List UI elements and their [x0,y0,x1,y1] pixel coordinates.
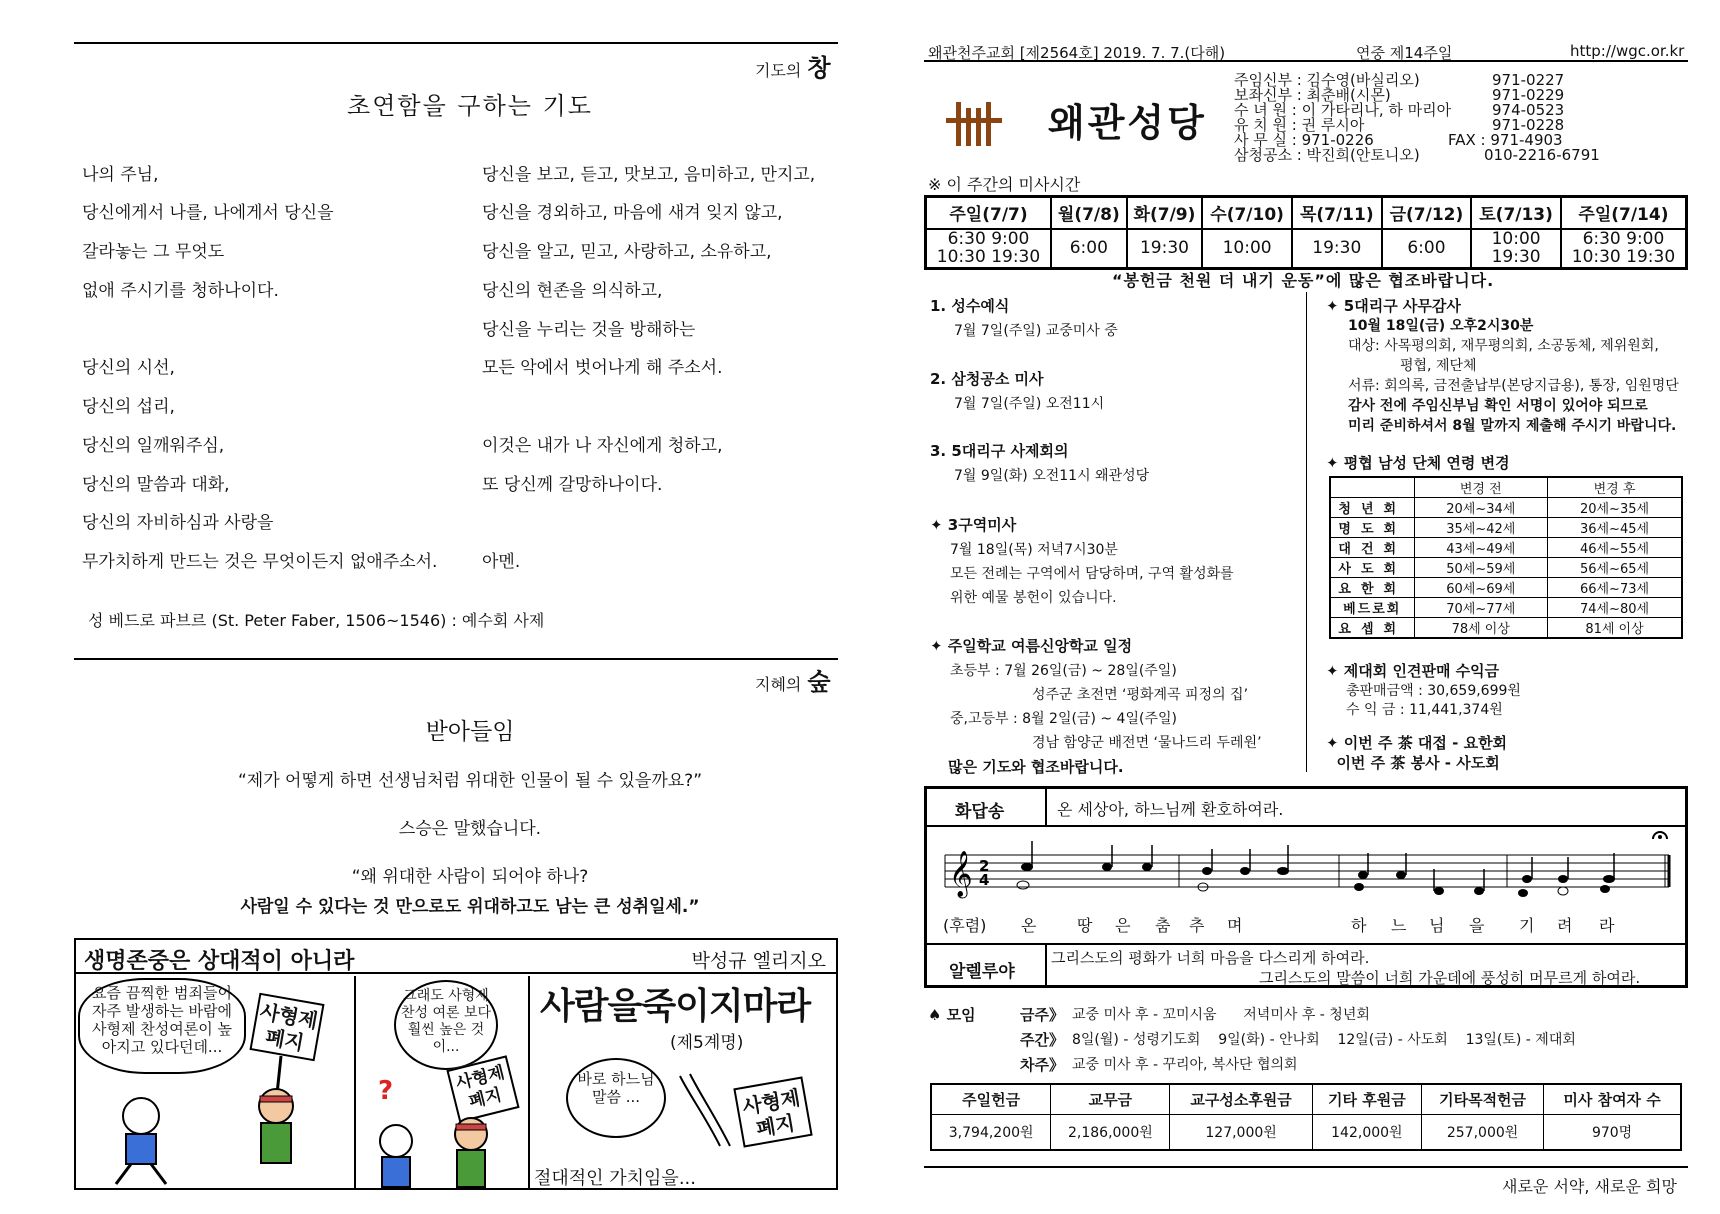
age-table-row [1330,578,1682,598]
mass-time-line: 10:30 19:30 [1571,247,1676,268]
psalm-syllable: 은 [1115,916,1131,935]
notice-text: 초등부 : 7월 26일(금) ~ 28일(주일) [950,663,1177,679]
mass-schedule-table [924,195,1688,270]
psalm-label: 화답송 [955,802,1005,822]
prayer-left-line: 없애 주시기를 청하나이다. [82,281,279,301]
offering-value: 127,000원 [1170,1114,1312,1150]
prayer-attribution: 성 베드로 파브르 (St. Peter Faber, 1506~1546) : 예수회 사제 [88,611,545,630]
prayer-right-line: 당신을 알고, 믿고, 사랑하고, 소유하고, [482,242,772,262]
offering-header-row [931,1084,1681,1114]
offering-header: 기타 후원금 [1312,1084,1421,1114]
alleluia-label-divider [1045,945,1047,987]
wisdom-section-tag-big: 숲 [807,668,831,696]
age-table-header [1330,477,1682,498]
meeting-key: 주간》 [1020,1031,1064,1049]
cartoon-figures-illustration [356,976,530,1188]
age-group: 베드로회 [1330,598,1414,618]
wisdom-line: 스승은 말했습니다. [398,819,542,839]
mass-day: 주일(7/7) [926,197,1052,229]
church-logo-icon [944,98,1004,148]
prayer-left-line: 당신의 말씀과 대화, [82,475,230,495]
mass-day: 화(7/9) [1127,197,1203,229]
mass-time-line: 6:30 9:00 [947,229,1030,250]
wisdom-title: 받아들임 [425,719,515,745]
mass-time-line: 10:00 [1491,229,1541,250]
notice-title: 2. 삼청공소 미사 [930,370,1044,388]
age-after: 20세~35세 [1548,498,1682,518]
wisdom-section-tag-text: 지혜의 [755,675,802,694]
prayer-right-line: 이것은 내가 나 자신에게 청하고, [482,436,723,456]
mass-time-line: 19:30 [1491,247,1541,268]
footer-slogan: 새로운 서약, 새로운 희망 [1502,1177,1677,1196]
mid-rule-left [74,658,838,660]
age-change-table [1329,476,1683,639]
age-after: 56세~65세 [1548,558,1682,578]
psalm-syllable: 을 [1469,916,1485,935]
staff-phone: 010-2216-6791 [1484,146,1600,164]
age-group: 대건회 [1330,538,1414,558]
header-parish: 왜관천주교회 [제2564호] 2019. 7. 7.(다해) [928,44,1226,62]
notice-column-divider [1306,292,1307,772]
prayer-right-line: 또 당신께 갈망하나이다. [482,475,663,495]
svg-text:2: 2 [979,857,990,875]
alleluia-text: 그리스도의 평화가 너희 마음을 다스리게 하여라. [1051,949,1370,967]
offering-header: 교구성소후원금 [1170,1084,1312,1114]
cartoon-strip [74,938,838,1190]
offering-value: 2,186,000원 [1051,1114,1170,1150]
age-after: 81세 이상 [1548,618,1682,639]
cartoon-speech-bubble: 바로 하느님 말씀 ... [566,1058,666,1138]
staff-phone: 974-0523 [1492,101,1565,119]
meeting-text: 8일(월) - 성령기도회 9일(화) - 안나회 12일(금) - 사도회 13일(토) - 제대회 [1072,1032,1576,1048]
age-group: 요셉회 [1330,618,1414,639]
mass-day: 수(7/10) [1202,197,1292,229]
mass-day: 주일(7/14) [1561,197,1687,229]
mass-time [1471,229,1561,269]
svg-text:4: 4 [979,871,990,889]
mass-caption: ※ 이 주간의 미사시간 [928,175,1081,194]
age-before: 20세~34세 [1414,498,1548,518]
psalm-syllable: 라 [1599,916,1615,935]
audit-note: 감사 전에 주임신부님 확인 서명이 있어야 되므로 [1348,398,1648,414]
prayer-left-line: 무가치하게 만드는 것은 무엇이든지 없애주소서. [82,552,438,572]
psalm-refrain-label: (후렴) [943,916,987,935]
offering-value: 970명 [1544,1114,1681,1150]
mass-time [1561,229,1687,269]
age-change-title: ✦ 평협 남성 단체 연령 변경 [1326,454,1510,472]
notice-text: 7월 7일(주일) 교중미사 중 [954,323,1118,339]
prayer-right-line: 당신을 보고, 듣고, 맛보고, 음미하고, 만지고, [482,165,816,185]
offering-header: 기타목적헌금 [1422,1084,1544,1114]
age-before: 70세~77세 [1414,598,1548,618]
staff-phone: 971-0227 [1492,71,1565,89]
cartoon-speech-bubble: 요즘 끔찍한 범죄들이 자주 발생하는 바람에 사형제 찬성여론이 높아지고 있다던데... [78,978,246,1074]
psalm-syllable: 땅 [1077,916,1093,935]
age-table-row [1330,518,1682,538]
cartoon-headline: 사람을죽이지마라 [540,986,811,1027]
wisdom-line: “왜 위대한 사람이 되어야 하나? [351,867,589,887]
age-before: 35세~42세 [1414,518,1548,538]
meeting-text: 교중 미사 후 - 꼬미시움 저녁미사 후 - 청년회 [1072,1007,1370,1023]
staff-line: 보좌신부 : 최춘배(시몬) [1234,86,1391,104]
psalm-syllable: 기 [1519,916,1535,935]
age-group: 청년회 [1330,498,1414,518]
age-before: 78세 이상 [1414,618,1548,639]
prayer-title: 초연함을 구하는 기도 [347,92,593,120]
staff-line: 사 무 실 : 971-0226 [1234,131,1374,149]
age-table-row [1330,558,1682,578]
age-header-cell [1330,477,1414,498]
offering-header: 교무금 [1051,1084,1170,1114]
offering-header: 미사 참여자 수 [1544,1084,1681,1114]
meeting-key: 차주》 [1020,1056,1064,1074]
cartoon-caption: 절대적인 가치임을... [534,1168,696,1188]
notice-text: 위한 예물 봉헌이 있습니다. [950,590,1117,606]
mass-days-row [926,197,1687,229]
cartoon-panel-1 [76,976,356,1188]
psalm-syllable: 춤 [1155,916,1171,935]
offering-value: 142,000원 [1312,1114,1421,1150]
psalm-syllable: 느 [1391,916,1407,935]
offering-table [930,1083,1682,1151]
mass-time: 6:00 [1382,229,1472,269]
age-before: 50세~59세 [1414,558,1548,578]
age-after: 46세~55세 [1548,538,1682,558]
age-before: 60세~69세 [1414,578,1548,598]
prayer-left-line: 당신의 자비하심과 사랑을 [82,513,274,533]
sales-profit: 수 익 금 : 11,441,374원 [1346,702,1503,718]
mass-day: 목(7/11) [1292,197,1382,229]
notice-text: 경남 함양군 배전면 ‘물나드리 두레원’ [1032,735,1262,751]
notice-text: 7월 9일(화) 오전11시 왜관성당 [954,468,1150,484]
mass-time: 19:30 [1292,229,1382,269]
audit-date: 10월 18일(금) 오후2시30분 [1348,318,1534,334]
age-group: 명도회 [1330,518,1414,538]
age-table-row [1330,618,1682,639]
prayer-right-line: 당신의 현존을 의식하고, [482,281,663,301]
psalm-syllable: 며 [1227,916,1243,935]
staff-line: 삼청공소 : 박진희(안토니오) [1234,146,1420,164]
cartoon-panel-2 [356,976,530,1188]
staff-line: 수 녀 원 : 이 가타리나, 하 마리아 [1234,101,1452,119]
duty-line: ✦ 이번 주 茶 대접 - 요한회 [1326,734,1508,752]
prayer-right-line: 아멘. [482,552,521,572]
mass-day: 월(7/8) [1051,197,1127,229]
offering-value: 3,794,200원 [931,1114,1051,1150]
age-group: 요한회 [1330,578,1414,598]
cartoon-subheadline: (제5계명) [670,1033,744,1053]
prayer-left-line: 나의 주님, [82,165,159,185]
mass-time: 10:00 [1202,229,1292,269]
age-table-row [1330,498,1682,518]
alleluia-label: 알렐루야 [949,962,1015,982]
protest-sign: 사형제 폐지 [733,1076,812,1147]
age-table-row [1330,598,1682,618]
meeting-key: 금주》 [1020,1006,1064,1024]
cartoon-author: 박성규 엘리지오 [691,950,826,972]
staff-phone: FAX : 971-4903 [1448,131,1563,149]
psalm-syllable: 려 [1557,916,1573,935]
psalm-box [924,786,1688,988]
staff-line: 주임신부 : 김수영(바실리오) [1234,71,1420,89]
offering-value: 257,000원 [1422,1114,1544,1150]
prayer-right-line: 당신을 경외하고, 마음에 새겨 잊지 않고, [482,203,783,223]
mass-time-line: 6:30 9:00 [1582,229,1665,250]
prayer-section-tag [755,48,831,83]
psalm-text: 온 세상아, 하느님께 환호하여라. [1057,800,1284,819]
mass-time: 6:00 [1051,229,1127,269]
prayer-section-tag-text: 기도의 [755,61,802,80]
psalm-syllable: 온 [1021,916,1037,935]
psalm-syllable: 님 [1429,916,1445,935]
age-after: 74세~80세 [1548,598,1682,618]
notice-title: ✦ 3구역미사 [930,516,1017,534]
psalm-syllable: 하 [1351,916,1367,935]
age-after: 36세~45세 [1548,518,1682,538]
staff-line: 유 치 원 : 권 루시아 [1234,116,1365,134]
wisdom-section-tag [755,662,831,697]
prayer-left-line: 당신의 섭리, [82,397,175,417]
svg-text:𝄞: 𝄞 [949,851,973,897]
meeting-text: 교중 미사 후 - 꾸리아, 복사단 협의회 [1072,1057,1298,1073]
mass-time-line: 10:30 19:30 [936,247,1041,268]
notice-title: 많은 기도와 협조바랍니다. [948,758,1124,776]
mass-day: 금(7/12) [1382,197,1472,229]
mass-day: 토(7/13) [1471,197,1561,229]
alleluia-text: 그리스도의 말씀이 너희 가운데에 풍성히 머무르게 하여라. [1259,969,1641,987]
question-mark: ? [378,1076,394,1106]
alleluia-rule [927,943,1685,945]
mass-time [926,229,1052,269]
audit-title: ✦ 5대리구 사무감사 [1326,297,1461,315]
top-rule-left [74,42,838,44]
audit-docs: 서류: 회의록, 금전출납부(본당지급용), 통장, 임원명단 [1348,378,1679,394]
cartoon-panel-3 [530,976,836,1188]
prayer-left-line: 당신의 시선, [82,358,175,378]
protest-sign: 사형제 폐지 [446,1055,519,1122]
sales-total: 총판매금액 : 30,659,699원 [1346,683,1521,699]
audit-targets: 평협, 제단체 [1400,358,1477,374]
staff-phone: 971-0228 [1492,116,1565,134]
cartoon-figures-illustration [76,976,356,1188]
prayer-left-line: 당신의 일깨워주심, [82,436,225,456]
cartoon-title: 생명존중은 상대적이 아니라 [84,949,355,974]
church-name: 왜관성당 [1048,101,1207,145]
notice-title: 1. 성수예식 [930,297,1010,315]
offering-header: 주일헌금 [931,1084,1051,1114]
psalm-syllable: 추 [1189,916,1205,935]
age-after: 66세~73세 [1548,578,1682,598]
cartoon-speech-bubble: 그래도 사형제 찬성 여론 보다 훨씬 높은 것이... [394,980,498,1070]
prayer-right-line: 모든 악에서 벗어나게 해 주소서. [482,358,723,378]
notice-text: 모든 전례는 구역에서 담당하며, 구역 활성화를 [950,566,1234,582]
protest-sign: 사형제 폐지 [249,993,324,1062]
meetings-label: ♠ 모임 [928,1006,976,1024]
notice-text: 7월 18일(목) 저녁7시30분 [950,542,1118,558]
notice-text: 성주군 초전면 ‘평화계곡 피정의 집’ [1032,687,1249,703]
header-week: 연중 제14주일 [1356,44,1453,62]
sales-title: ✦ 제대회 인견판매 수익금 [1326,662,1500,680]
mass-times-row [926,229,1687,269]
staff-phone: 971-0229 [1492,86,1565,104]
audit-targets: 대상: 사목평의회, 재무평의회, 소공동체, 제위원회, [1348,338,1659,354]
notice-title: 3. 5대리구 사제회의 [930,442,1069,460]
duty-line: 이번 주 茶 봉사 - 사도회 [1326,754,1500,772]
header-url: http://wgc.or.kr [1570,42,1685,60]
age-table-row [1330,538,1682,558]
cartoon-header [76,940,836,974]
age-group: 사도회 [1330,558,1414,578]
wisdom-line: 사람일 수 있다는 것 만으로도 위대하고도 남는 큰 성취일세.” [240,897,700,917]
prayer-section-tag-big: 창 [807,54,831,82]
psalm-label-divider [1045,789,1047,825]
age-header-cell: 변경 후 [1548,477,1682,498]
prayer-right-line: 당신을 누리는 것을 방해하는 [482,320,696,340]
campaign-banner: “봉헌금 천원 더 내기 운동”에 많은 협조바랍니다. [1112,271,1495,290]
notice-text: 중,고등부 : 8월 2일(금) ~ 4일(주일) [950,711,1177,727]
notice-text: 7월 7일(주일) 오전11시 [954,396,1105,412]
age-before: 43세~49세 [1414,538,1548,558]
audit-note: 미리 준비하셔서 8월 말까지 제출해 주시기 바랍니다. [1348,418,1677,434]
mass-time: 19:30 [1127,229,1203,269]
hand-illustration [530,976,836,1188]
prayer-left-line: 당신에게서 나를, 나에게서 당신을 [82,203,334,223]
age-header-cell: 변경 전 [1414,477,1548,498]
prayer-left-line: 갈라놓는 그 무엇도 [82,242,225,262]
wisdom-line: “제가 어떻게 하면 선생님처럼 위대한 인물이 될 수 있을까요?” [238,771,702,791]
offering-values-row [931,1114,1681,1150]
notice-title: ✦ 주일학교 여름신앙학교 일정 [930,637,1133,655]
footer-rule-right [924,1166,1688,1168]
